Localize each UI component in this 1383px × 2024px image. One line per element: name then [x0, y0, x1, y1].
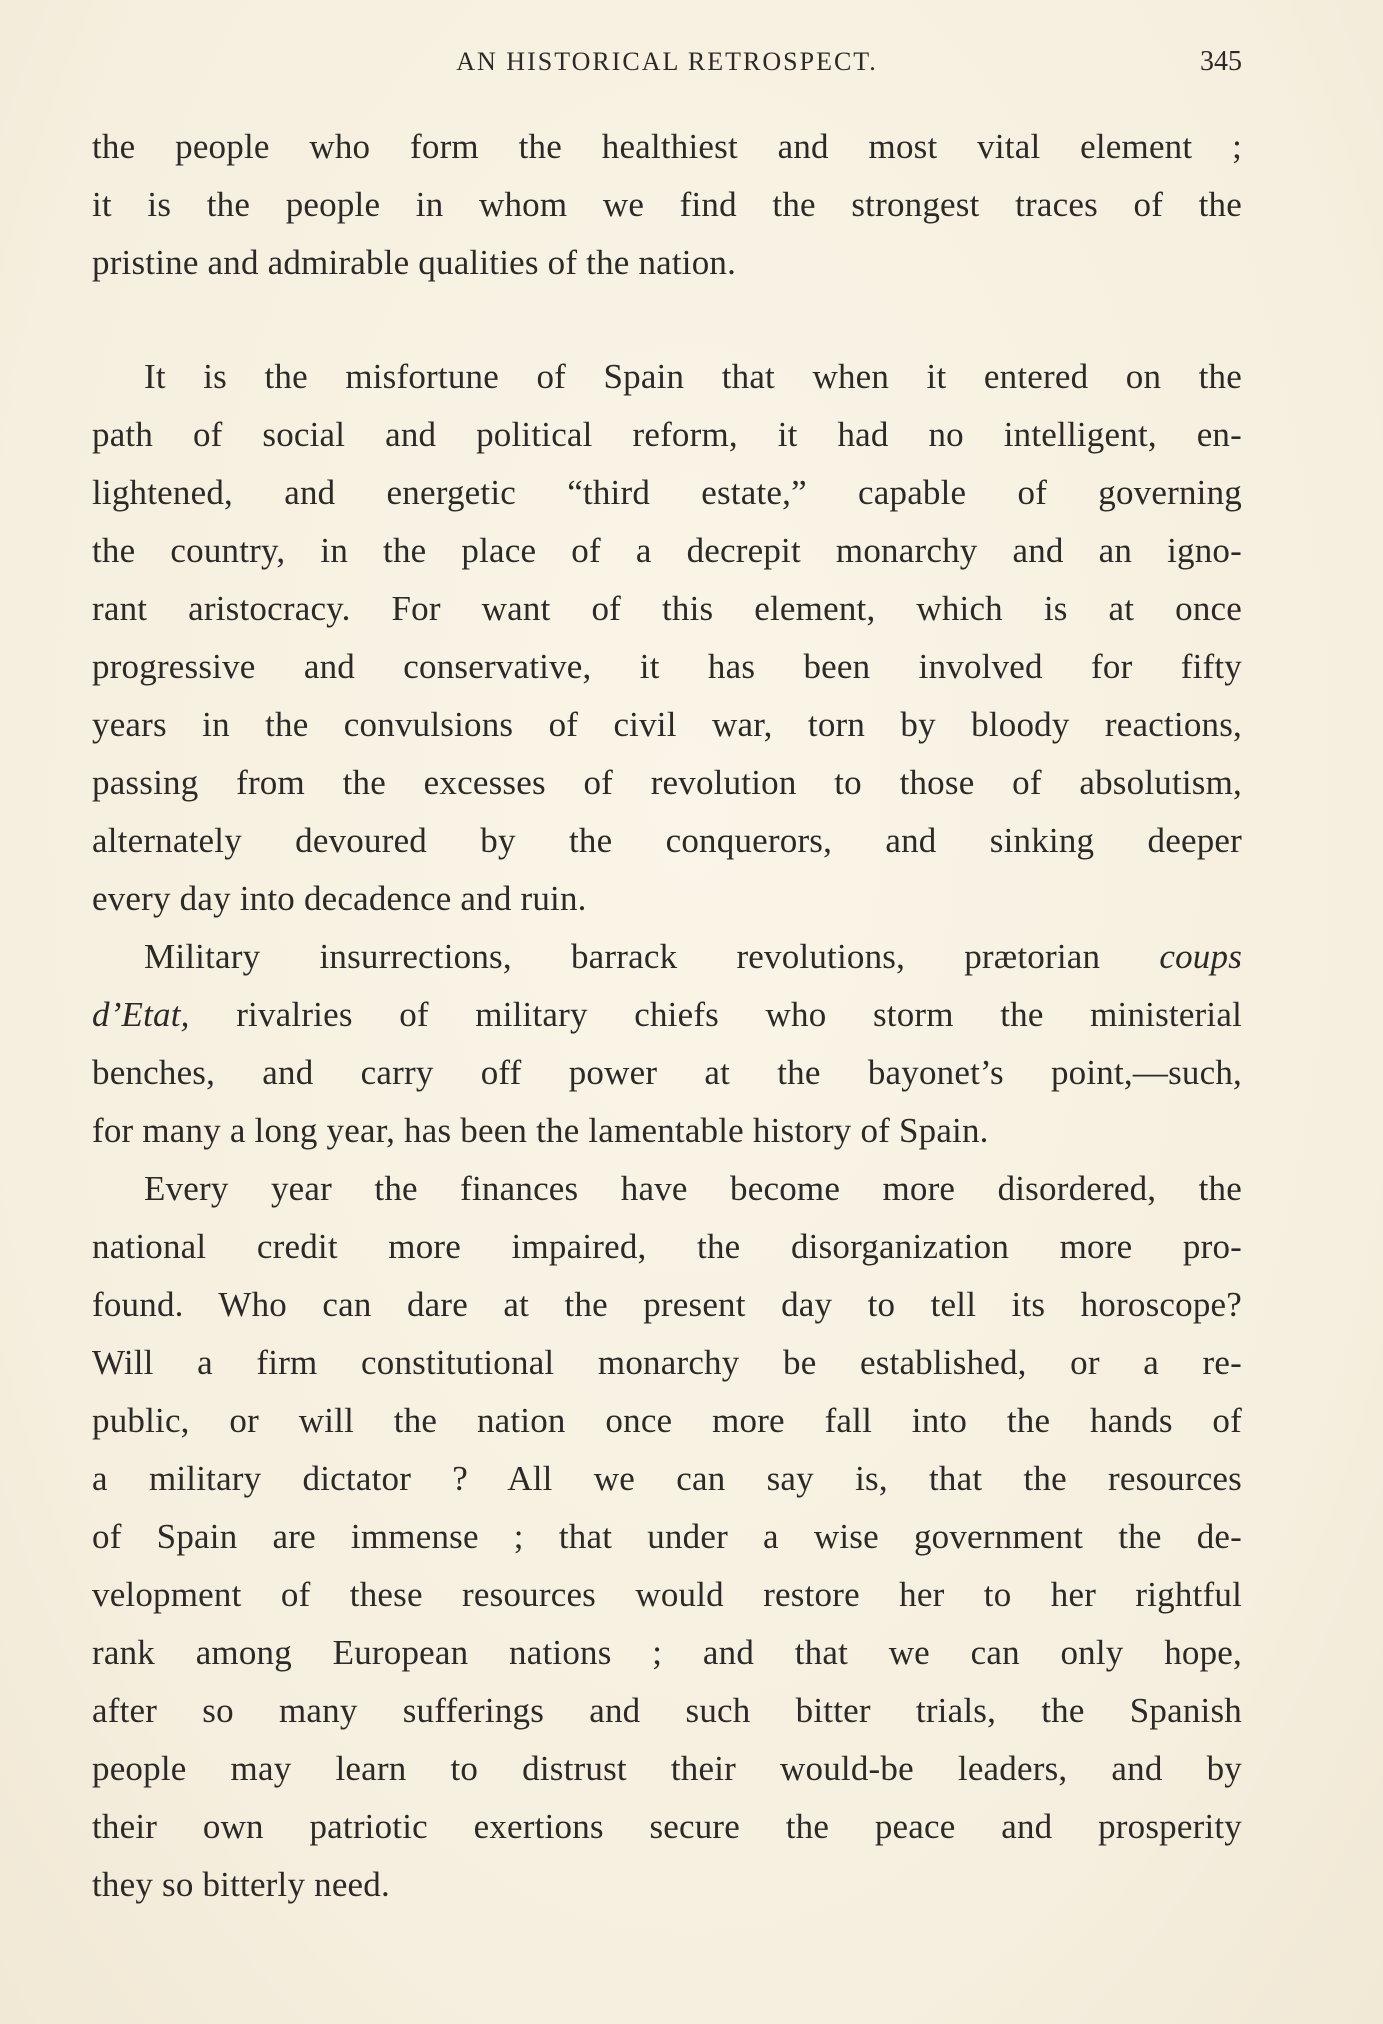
running-head	[92, 44, 1242, 80]
page-number: 345	[1200, 46, 1242, 77]
paragraph-finances	[92, 1160, 1242, 1914]
text-line: they so bitterly need.	[92, 1865, 390, 1904]
text-line: found. Who can dare at the present day to tell its horoscope?	[92, 1285, 1242, 1324]
text-line: velopment of these resources would restore her to her rightful	[92, 1575, 1242, 1614]
text-line: it is the people in whom we find the strongest traces of the	[92, 185, 1242, 224]
text-line: for many a long year, has been the lamentable history of Spain.	[92, 1111, 989, 1150]
text-line: It is the misfortune of Spain that when it entered on the	[144, 357, 1242, 396]
text-line: Will a firm constitutional monarchy be established, or a re-	[92, 1343, 1242, 1382]
body-text	[92, 118, 1242, 1914]
italic-text: coups	[1159, 937, 1243, 976]
text-line: the people who form the healthiest and most vital element ;	[92, 127, 1242, 166]
text-line: progressive and conservative, it has been involved for fifty	[92, 647, 1242, 686]
text-line: every day into decadence and ruin.	[92, 879, 587, 918]
paragraph-military-insurrections	[92, 928, 1242, 1160]
text-line	[92, 986, 1242, 1044]
text-line: benches, and carry off power at the bayonet’s point,—such,	[92, 1053, 1242, 1092]
text-line: people may learn to distrust their would-be leaders, and by	[92, 1749, 1242, 1788]
text-line: lightened, and energetic “third estate,” capable of governing	[92, 473, 1242, 512]
text-line: alternately devoured by the conquerors, and sinking deeper	[92, 821, 1242, 860]
italic-text: d’Etat,	[92, 995, 190, 1034]
text-line: path of social and political reform, it had no intelligent, en-	[92, 415, 1242, 454]
text-line: rant aristocracy. For want of this element, which is at once	[92, 589, 1242, 628]
text-line: passing from the excesses of revolution to those of absolutism,	[92, 763, 1242, 802]
text-line: Every year the finances have become more disordered, the	[144, 1169, 1242, 1208]
paragraph-spain-misfortune	[92, 348, 1242, 928]
running-head-title: AN HISTORICAL RETROSPECT.	[456, 47, 878, 76]
text-line: a military dictator ? All we can say is, that the resources	[92, 1459, 1242, 1498]
paragraph-gap	[92, 292, 1242, 348]
text-line: national credit more impaired, the disorganization more pro-	[92, 1227, 1242, 1266]
text-line: pristine and admirable qualities of the nation.	[92, 243, 737, 282]
text-segment: Military insurrections, barrack revolutions, prætorian	[144, 937, 1101, 976]
text-line: rank among European nations ; and that we can only hope,	[92, 1633, 1242, 1672]
text-line: the country, in the place of a decrepit monarchy and an igno-	[92, 531, 1242, 570]
text-line: their own patriotic exertions secure the peace and prosperity	[92, 1807, 1242, 1846]
text-segment: rivalries of military chiefs who storm the ministerial	[236, 995, 1242, 1034]
text-line: of Spain are immense ; that under a wise government the de-	[92, 1517, 1242, 1556]
text-line	[92, 928, 1242, 986]
text-line: public, or will the nation once more fall into the hands of	[92, 1401, 1242, 1440]
text-line: after so many sufferings and such bitter trials, the Spanish	[92, 1691, 1242, 1730]
paragraph-continuation	[92, 118, 1242, 292]
text-line: years in the convulsions of civil war, torn by bloody reactions,	[92, 705, 1242, 744]
